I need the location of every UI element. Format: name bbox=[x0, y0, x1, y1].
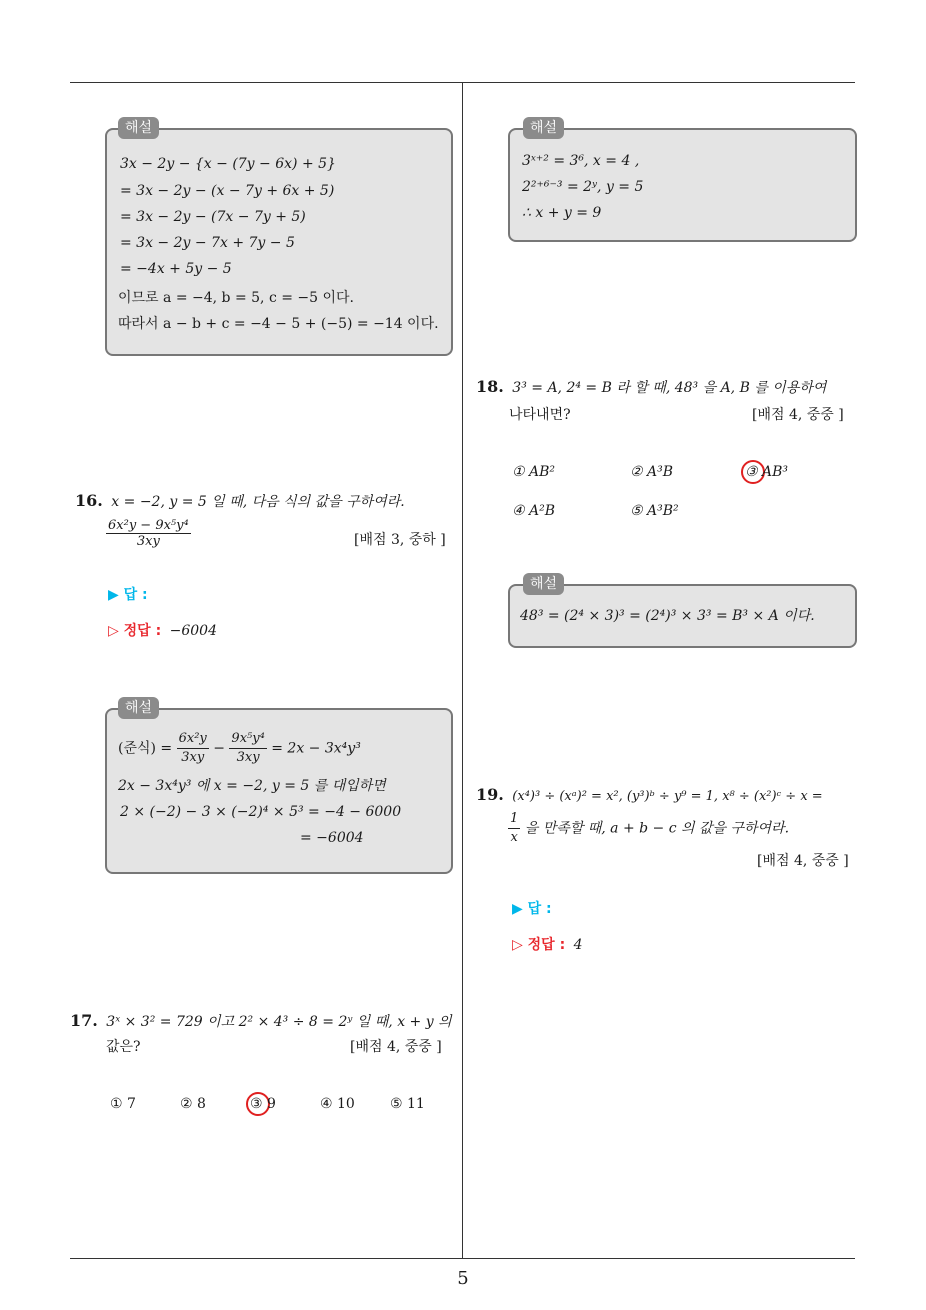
correct-label: ▷ 정답 : bbox=[512, 937, 566, 953]
answer-label: ▶ 답 : bbox=[512, 901, 552, 917]
solution-line: = −6004 bbox=[300, 830, 364, 846]
question-text: x = −2, y = 5 일 때, 다음 식의 값을 구하여라. bbox=[111, 494, 405, 510]
choice-1[interactable]: ① 7 bbox=[110, 1096, 136, 1112]
question-text: 3³ = A, 2⁴ = B 라 할 때, 48³ 을 A, B 를 이용하여 bbox=[512, 380, 827, 396]
fraction-numerator: 1 bbox=[508, 810, 520, 829]
solution-line: = 3x − 2y − (x − 7y + 6x + 5) bbox=[120, 183, 335, 199]
question-text-cont bbox=[508, 810, 789, 847]
answer-label: ▶ 답 : bbox=[108, 587, 148, 603]
choice-2[interactable]: ② 8 bbox=[180, 1096, 206, 1112]
solution-tag: 해설 bbox=[118, 117, 159, 139]
fraction-numerator: 6x²y bbox=[177, 730, 209, 749]
correct-answer-row bbox=[512, 936, 583, 954]
solution-line: 3ˣ⁺² = 3⁶, x = 4 , bbox=[522, 153, 640, 169]
solution-line: 이므로 a = −4, b = 5, c = −5 이다. bbox=[118, 290, 354, 306]
question-text: 을 만족할 때, a + b − c 의 값을 구하여라. bbox=[524, 820, 790, 837]
fraction-denominator: x bbox=[510, 830, 518, 845]
question-number: 19. bbox=[476, 785, 504, 804]
score-label: [배점 3, 중하 ] bbox=[354, 532, 446, 548]
answer-row bbox=[108, 586, 148, 604]
correct-value: 4 bbox=[573, 937, 583, 953]
solution-line: 따라서 a − b + c = −4 − 5 + (−5) = −14 이다. bbox=[118, 316, 439, 332]
footer-rule bbox=[70, 1258, 855, 1259]
score-label: [배점 4, 중중 ] bbox=[757, 853, 849, 869]
fraction-denominator: 3xy bbox=[236, 750, 260, 765]
minus-sign: − bbox=[213, 740, 225, 757]
choice-2[interactable]: ② A³B bbox=[630, 464, 674, 480]
question-18 bbox=[476, 378, 826, 397]
choice-4[interactable]: ④ 10 bbox=[320, 1096, 355, 1112]
solution-tag: 해설 bbox=[118, 697, 159, 719]
page-number: 5 bbox=[457, 1268, 469, 1289]
solution-line: 2x − 3x⁴y³ 에 x = −2, y = 5 를 대입하면 bbox=[118, 778, 386, 794]
solution-line: 3x − 2y − {x − (7y − 6x) + 5} bbox=[120, 156, 336, 172]
correct-label: ▷ 정답 : bbox=[108, 623, 162, 639]
solution-line: = 3x − 2y − 7x + 7y − 5 bbox=[120, 235, 295, 251]
solution-line: = −4x + 5y − 5 bbox=[120, 261, 232, 277]
solution-line bbox=[118, 730, 361, 767]
question-16 bbox=[75, 492, 405, 511]
solution-line: ∴ x + y = 9 bbox=[522, 205, 602, 221]
score-label: [배점 4, 중중 ] bbox=[350, 1039, 442, 1055]
choice-1[interactable]: ① AB² bbox=[512, 464, 556, 480]
question-text-cont: 나타내면? bbox=[509, 407, 571, 423]
solution-line: 2²⁺⁶⁻³ = 2ʸ, y = 5 bbox=[522, 179, 644, 195]
question-text: 3ˣ × 3² = 729 이고 2² × 4³ ÷ 8 = 2ʸ 일 때, x + y 의 bbox=[106, 1014, 452, 1030]
choice-3[interactable]: ③ AB³ bbox=[745, 464, 789, 480]
choice-4[interactable]: ④ A²B bbox=[512, 503, 556, 519]
question-text: (x⁴)³ ÷ (xᵃ)² = x², (y³)ᵇ ÷ y⁹ = 1, x⁸ ÷ (x²)ᶜ ÷ x = bbox=[512, 789, 823, 804]
column-divider bbox=[462, 82, 463, 1259]
solution-tag: 해설 bbox=[523, 117, 564, 139]
correct-value: −6004 bbox=[169, 623, 217, 639]
expression-prefix: (준식) = bbox=[118, 740, 173, 757]
fraction-numerator: 6x²y − 9x⁵y⁴ bbox=[108, 518, 189, 533]
solution-line: = 3x − 2y − (7x − 7y + 5) bbox=[120, 209, 306, 225]
choice-5[interactable]: ⑤ A³B² bbox=[630, 503, 679, 519]
solution-tag: 해설 bbox=[523, 573, 564, 595]
answer-row bbox=[512, 900, 552, 918]
question-17 bbox=[70, 1012, 452, 1031]
fraction-denominator: 3xy bbox=[181, 750, 205, 765]
fraction-denominator: 3xy bbox=[136, 534, 160, 549]
score-label: [배점 4, 중중 ] bbox=[752, 407, 844, 423]
expression-suffix: = 2x − 3x⁴y³ bbox=[271, 740, 361, 757]
question-number: 16. bbox=[75, 491, 103, 510]
question-number: 18. bbox=[476, 377, 504, 396]
fraction-numerator: 9x⁵y⁴ bbox=[229, 730, 266, 749]
choice-5[interactable]: ⑤ 11 bbox=[390, 1096, 425, 1112]
question-text-cont: 값은? bbox=[106, 1039, 141, 1055]
solution-line: 2 × (−2) − 3 × (−2)⁴ × 5³ = −4 − 6000 bbox=[120, 804, 402, 820]
solution-line: 48³ = (2⁴ × 3)³ = (2⁴)³ × 3³ = B³ × A 이다. bbox=[520, 608, 815, 624]
question-16-expression bbox=[106, 518, 191, 549]
question-number: 17. bbox=[70, 1011, 98, 1030]
correct-answer-row bbox=[108, 622, 217, 640]
question-19 bbox=[476, 786, 823, 806]
choice-3[interactable]: ③ 9 bbox=[250, 1096, 276, 1112]
